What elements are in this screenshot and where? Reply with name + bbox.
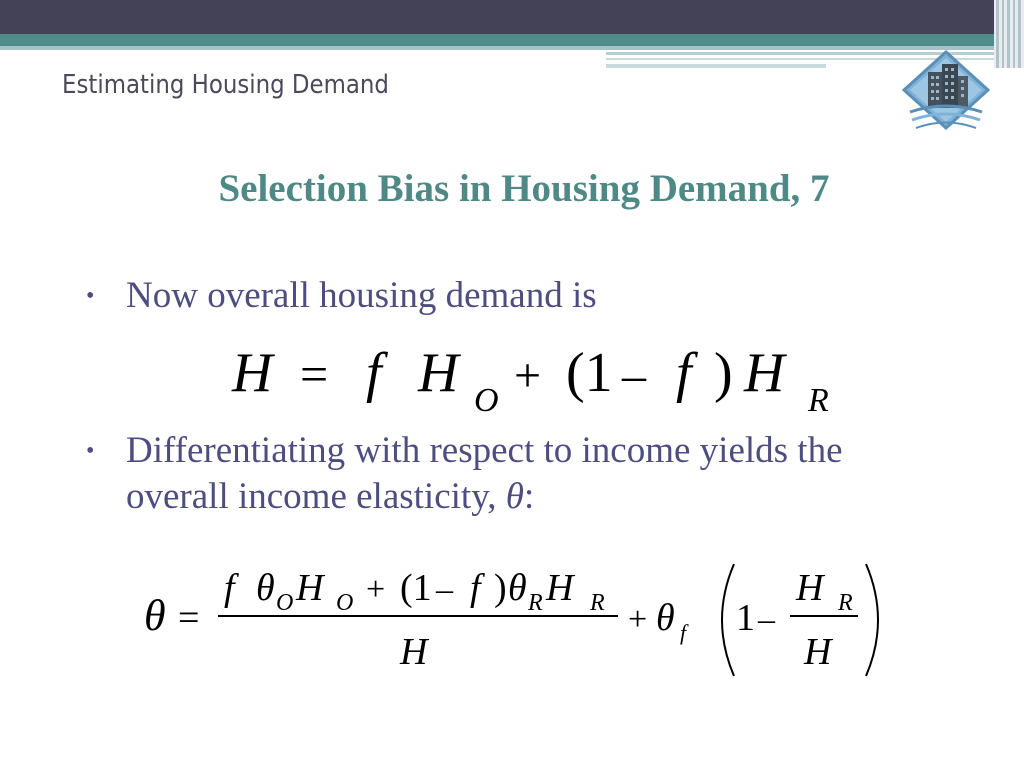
building-globe-icon bbox=[900, 50, 992, 138]
eq1-lhs: H bbox=[232, 342, 273, 404]
eq2-den: H bbox=[400, 631, 428, 673]
eq2-frac-num-sub: R bbox=[838, 590, 853, 616]
eq2-num-h-r: H bbox=[546, 567, 574, 609]
eq2-num-sub-r1: R bbox=[528, 590, 543, 616]
eq2-num-theta-o: θ bbox=[256, 567, 275, 609]
header-bar-teal bbox=[0, 34, 1000, 46]
eq2-num-minus: – bbox=[436, 571, 453, 608]
header-stripes bbox=[994, 0, 1024, 68]
header-bar-light bbox=[0, 46, 1000, 50]
eq2-num-sub-r2: R bbox=[590, 590, 605, 616]
header-bar-dark bbox=[0, 0, 1024, 34]
eq2-num-f2: f bbox=[470, 567, 481, 609]
eq1-h: H bbox=[418, 342, 459, 404]
eq2-num-sub-o1: O bbox=[276, 590, 294, 616]
eq2-right-paren bbox=[866, 564, 878, 676]
eq2-num-open: (1 bbox=[400, 567, 432, 609]
bullet-marker: • bbox=[86, 283, 95, 309]
eq1-f: f bbox=[366, 342, 382, 404]
eq2-sub-f: f bbox=[680, 620, 687, 645]
eq2-num-sub-o2: O bbox=[336, 590, 354, 616]
eq2-frac-den: H bbox=[804, 631, 832, 673]
eq2-num-plus: + bbox=[366, 571, 386, 608]
bullet-text-suffix: : bbox=[523, 476, 535, 517]
equation-demand bbox=[228, 335, 848, 425]
eq2-equals: = bbox=[178, 597, 200, 639]
eq2-frac-num: H bbox=[796, 567, 824, 609]
eq2-one: 1 bbox=[736, 597, 755, 639]
equation-elasticity bbox=[140, 556, 900, 686]
header-title: Estimating Housing Demand bbox=[62, 70, 389, 100]
theta-symbol: θ bbox=[505, 476, 524, 517]
eq2-num-close: ) bbox=[494, 567, 507, 609]
eq2-num-theta-r: θ bbox=[508, 567, 527, 609]
eq2-plus: + bbox=[628, 601, 648, 638]
slide-title: Selection Bias in Housing Demand, 7 bbox=[218, 167, 830, 210]
eq2-theta-f: θ bbox=[656, 597, 675, 639]
eq1-sub-r: R bbox=[808, 382, 829, 419]
eq1-minus: – bbox=[622, 349, 646, 402]
eq1-sub-o: O bbox=[474, 382, 499, 419]
eq2-num-h-o: H bbox=[296, 567, 324, 609]
eq1-close: ) bbox=[714, 342, 733, 404]
eq2-num-f: f bbox=[224, 567, 235, 609]
header-bar-line bbox=[606, 64, 826, 68]
eq1-plus: + bbox=[514, 349, 542, 402]
bullet-text-main: Differentiating with respect to income yields the overall income elasticity, bbox=[126, 430, 843, 517]
eq1-open: (1 bbox=[566, 342, 613, 404]
eq2-minus: – bbox=[758, 601, 775, 638]
eq1-f2: f bbox=[676, 342, 692, 404]
bullet-text bbox=[126, 428, 946, 520]
eq2-left-paren bbox=[722, 564, 734, 676]
eq2-lhs: θ bbox=[144, 591, 166, 640]
bullet-marker: • bbox=[86, 438, 95, 464]
bullet-text: Now overall housing demand is bbox=[126, 275, 597, 316]
eq1-h2: H bbox=[744, 342, 785, 404]
eq1-equals: = bbox=[300, 346, 329, 402]
